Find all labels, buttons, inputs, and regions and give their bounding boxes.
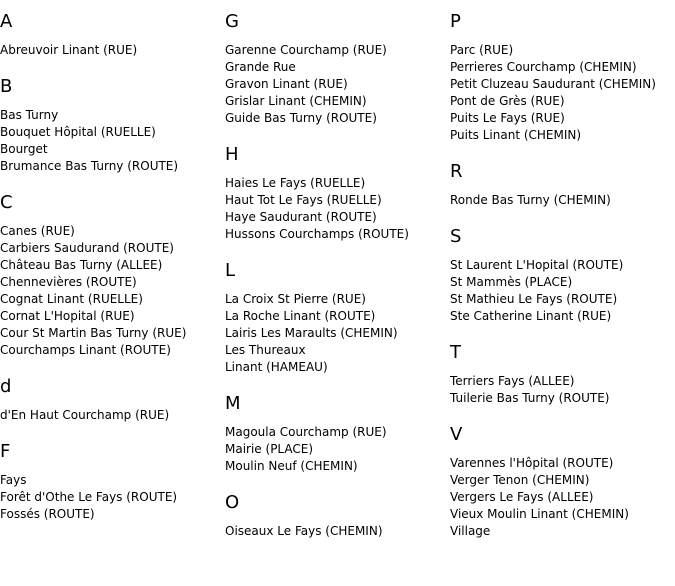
- street-link[interactable]: Pont de Grès (RUE): [450, 94, 565, 108]
- letter-section: [225, 260, 447, 376]
- street-link[interactable]: Parc (RUE): [450, 43, 514, 57]
- letter-section: [0, 76, 222, 175]
- letter-section: [225, 393, 447, 475]
- street-link[interactable]: Haies Le Fays (RUELLE): [225, 176, 366, 190]
- street-link[interactable]: Verger Tenon (CHEMIN): [450, 473, 590, 487]
- street-link[interactable]: Oiseaux Le Fays (CHEMIN): [225, 524, 383, 538]
- street-list: [225, 523, 447, 540]
- street-link[interactable]: Linant (HAMEAU): [225, 360, 328, 374]
- street-link[interactable]: Moulin Neuf (CHEMIN): [225, 459, 358, 473]
- letter-section: [0, 376, 222, 424]
- street-link[interactable]: Perrieres Courchamp (CHEMIN): [450, 60, 637, 74]
- street-link[interactable]: Chennevières (ROUTE): [0, 275, 137, 289]
- street-list: [0, 107, 222, 175]
- street-link[interactable]: Ronde Bas Turny (CHEMIN): [450, 193, 611, 207]
- section-letter-heading: R: [450, 161, 463, 182]
- street-link[interactable]: Village: [450, 524, 491, 538]
- section-letter-heading: H: [225, 144, 239, 165]
- street-list: [225, 175, 447, 243]
- street-link[interactable]: Garenne Courchamp (RUE): [225, 43, 387, 57]
- street-link[interactable]: Grislar Linant (CHEMIN): [225, 94, 367, 108]
- street-link[interactable]: Puits Le Fays (RUE): [450, 111, 565, 125]
- street-link[interactable]: Bourget: [0, 142, 48, 156]
- street-link[interactable]: La Roche Linant (ROUTE): [225, 309, 376, 323]
- street-link[interactable]: Vieux Moulin Linant (CHEMIN): [450, 507, 629, 521]
- street-link[interactable]: d'En Haut Courchamp (RUE): [0, 408, 170, 422]
- street-link[interactable]: Haut Tot Le Fays (RUELLE): [225, 193, 382, 207]
- street-link[interactable]: Tuilerie Bas Turny (ROUTE): [450, 391, 610, 405]
- street-link[interactable]: Gravon Linant (RUE): [225, 77, 348, 91]
- section-letter-heading: C: [0, 192, 13, 213]
- street-link[interactable]: Grande Rue: [225, 60, 296, 74]
- street-link[interactable]: Château Bas Turny (ALLEE): [0, 258, 163, 272]
- letter-section: [450, 11, 672, 144]
- street-list: [450, 192, 672, 209]
- section-letter-heading: O: [225, 492, 240, 513]
- street-link[interactable]: Lairis Les Maraults (CHEMIN): [225, 326, 398, 340]
- section-letter-heading: S: [450, 226, 462, 247]
- street-list: [225, 42, 447, 127]
- street-list: [450, 257, 672, 325]
- street-list: [450, 42, 672, 144]
- section-letter-heading: G: [225, 11, 239, 32]
- street-link[interactable]: Forêt d'Othe Le Fays (ROUTE): [0, 490, 178, 504]
- street-list: [450, 373, 672, 407]
- street-link[interactable]: Bouquet Hôpital (RUELLE): [0, 125, 156, 139]
- street-link[interactable]: Courchamps Linant (ROUTE): [0, 343, 171, 357]
- street-link[interactable]: Bas Turny: [0, 108, 59, 122]
- street-link[interactable]: Abreuvoir Linant (RUE): [0, 43, 138, 57]
- street-list: [225, 424, 447, 475]
- section-letter-heading: T: [450, 342, 461, 363]
- street-link[interactable]: Mairie (PLACE): [225, 442, 314, 456]
- letter-section: [450, 342, 672, 407]
- street-list: [0, 472, 222, 523]
- street-link[interactable]: Canes (RUE): [0, 224, 75, 238]
- letter-section: [0, 441, 222, 523]
- letter-section: [225, 144, 447, 243]
- street-list: [0, 407, 222, 424]
- letter-section: [0, 11, 222, 59]
- street-link[interactable]: Fossés (ROUTE): [0, 507, 95, 521]
- street-list: [225, 291, 447, 376]
- street-list: [0, 223, 222, 359]
- street-link[interactable]: Carbiers Saudurand (ROUTE): [0, 241, 174, 255]
- section-letter-heading: d: [0, 376, 12, 397]
- section-letter-heading: B: [0, 76, 13, 97]
- street-link[interactable]: Magoula Courchamp (RUE): [225, 425, 387, 439]
- street-link[interactable]: St Mathieu Le Fays (ROUTE): [450, 292, 618, 306]
- index-column-3: [450, 0, 672, 557]
- street-link[interactable]: Cornat L'Hopital (RUE): [0, 309, 135, 323]
- street-link[interactable]: Cour St Martin Bas Turny (RUE): [0, 326, 187, 340]
- section-letter-heading: L: [225, 260, 236, 281]
- letter-section: [450, 424, 672, 540]
- street-link[interactable]: Petit Cluzeau Saudurant (CHEMIN): [450, 77, 656, 91]
- street-link[interactable]: Haye Saudurant (ROUTE): [225, 210, 377, 224]
- street-link[interactable]: Varennes l'Hôpital (ROUTE): [450, 456, 614, 470]
- street-link[interactable]: Brumance Bas Turny (ROUTE): [0, 159, 179, 173]
- street-link[interactable]: St Mammès (PLACE): [450, 275, 573, 289]
- letter-section: [450, 161, 672, 209]
- street-link[interactable]: St Laurent L'Hopital (ROUTE): [450, 258, 624, 272]
- street-link[interactable]: Fays: [0, 473, 27, 487]
- street-link[interactable]: Guide Bas Turny (ROUTE): [225, 111, 377, 125]
- street-link[interactable]: La Croix St Pierre (RUE): [225, 292, 366, 306]
- street-link[interactable]: Puits Linant (CHEMIN): [450, 128, 582, 142]
- street-link[interactable]: Terriers Fays (ALLEE): [450, 374, 575, 388]
- street-list: [0, 42, 222, 59]
- section-letter-heading: V: [450, 424, 463, 445]
- index-column-2: [225, 0, 447, 557]
- index-column-1: [0, 0, 222, 540]
- street-link[interactable]: Ste Catherine Linant (RUE): [450, 309, 612, 323]
- letter-section: [450, 226, 672, 325]
- section-letter-heading: M: [225, 393, 241, 414]
- letter-section: [225, 492, 447, 540]
- letter-section: [0, 192, 222, 359]
- section-letter-heading: F: [0, 441, 11, 462]
- street-link[interactable]: Cognat Linant (RUELLE): [0, 292, 143, 306]
- street-link[interactable]: Les Thureaux: [225, 343, 306, 357]
- letter-section: [225, 11, 447, 127]
- section-letter-heading: A: [0, 11, 13, 32]
- street-list: [450, 455, 672, 540]
- street-link[interactable]: Vergers Le Fays (ALLEE): [450, 490, 594, 504]
- section-letter-heading: P: [450, 11, 461, 32]
- street-link[interactable]: Hussons Courchamps (ROUTE): [225, 227, 409, 241]
